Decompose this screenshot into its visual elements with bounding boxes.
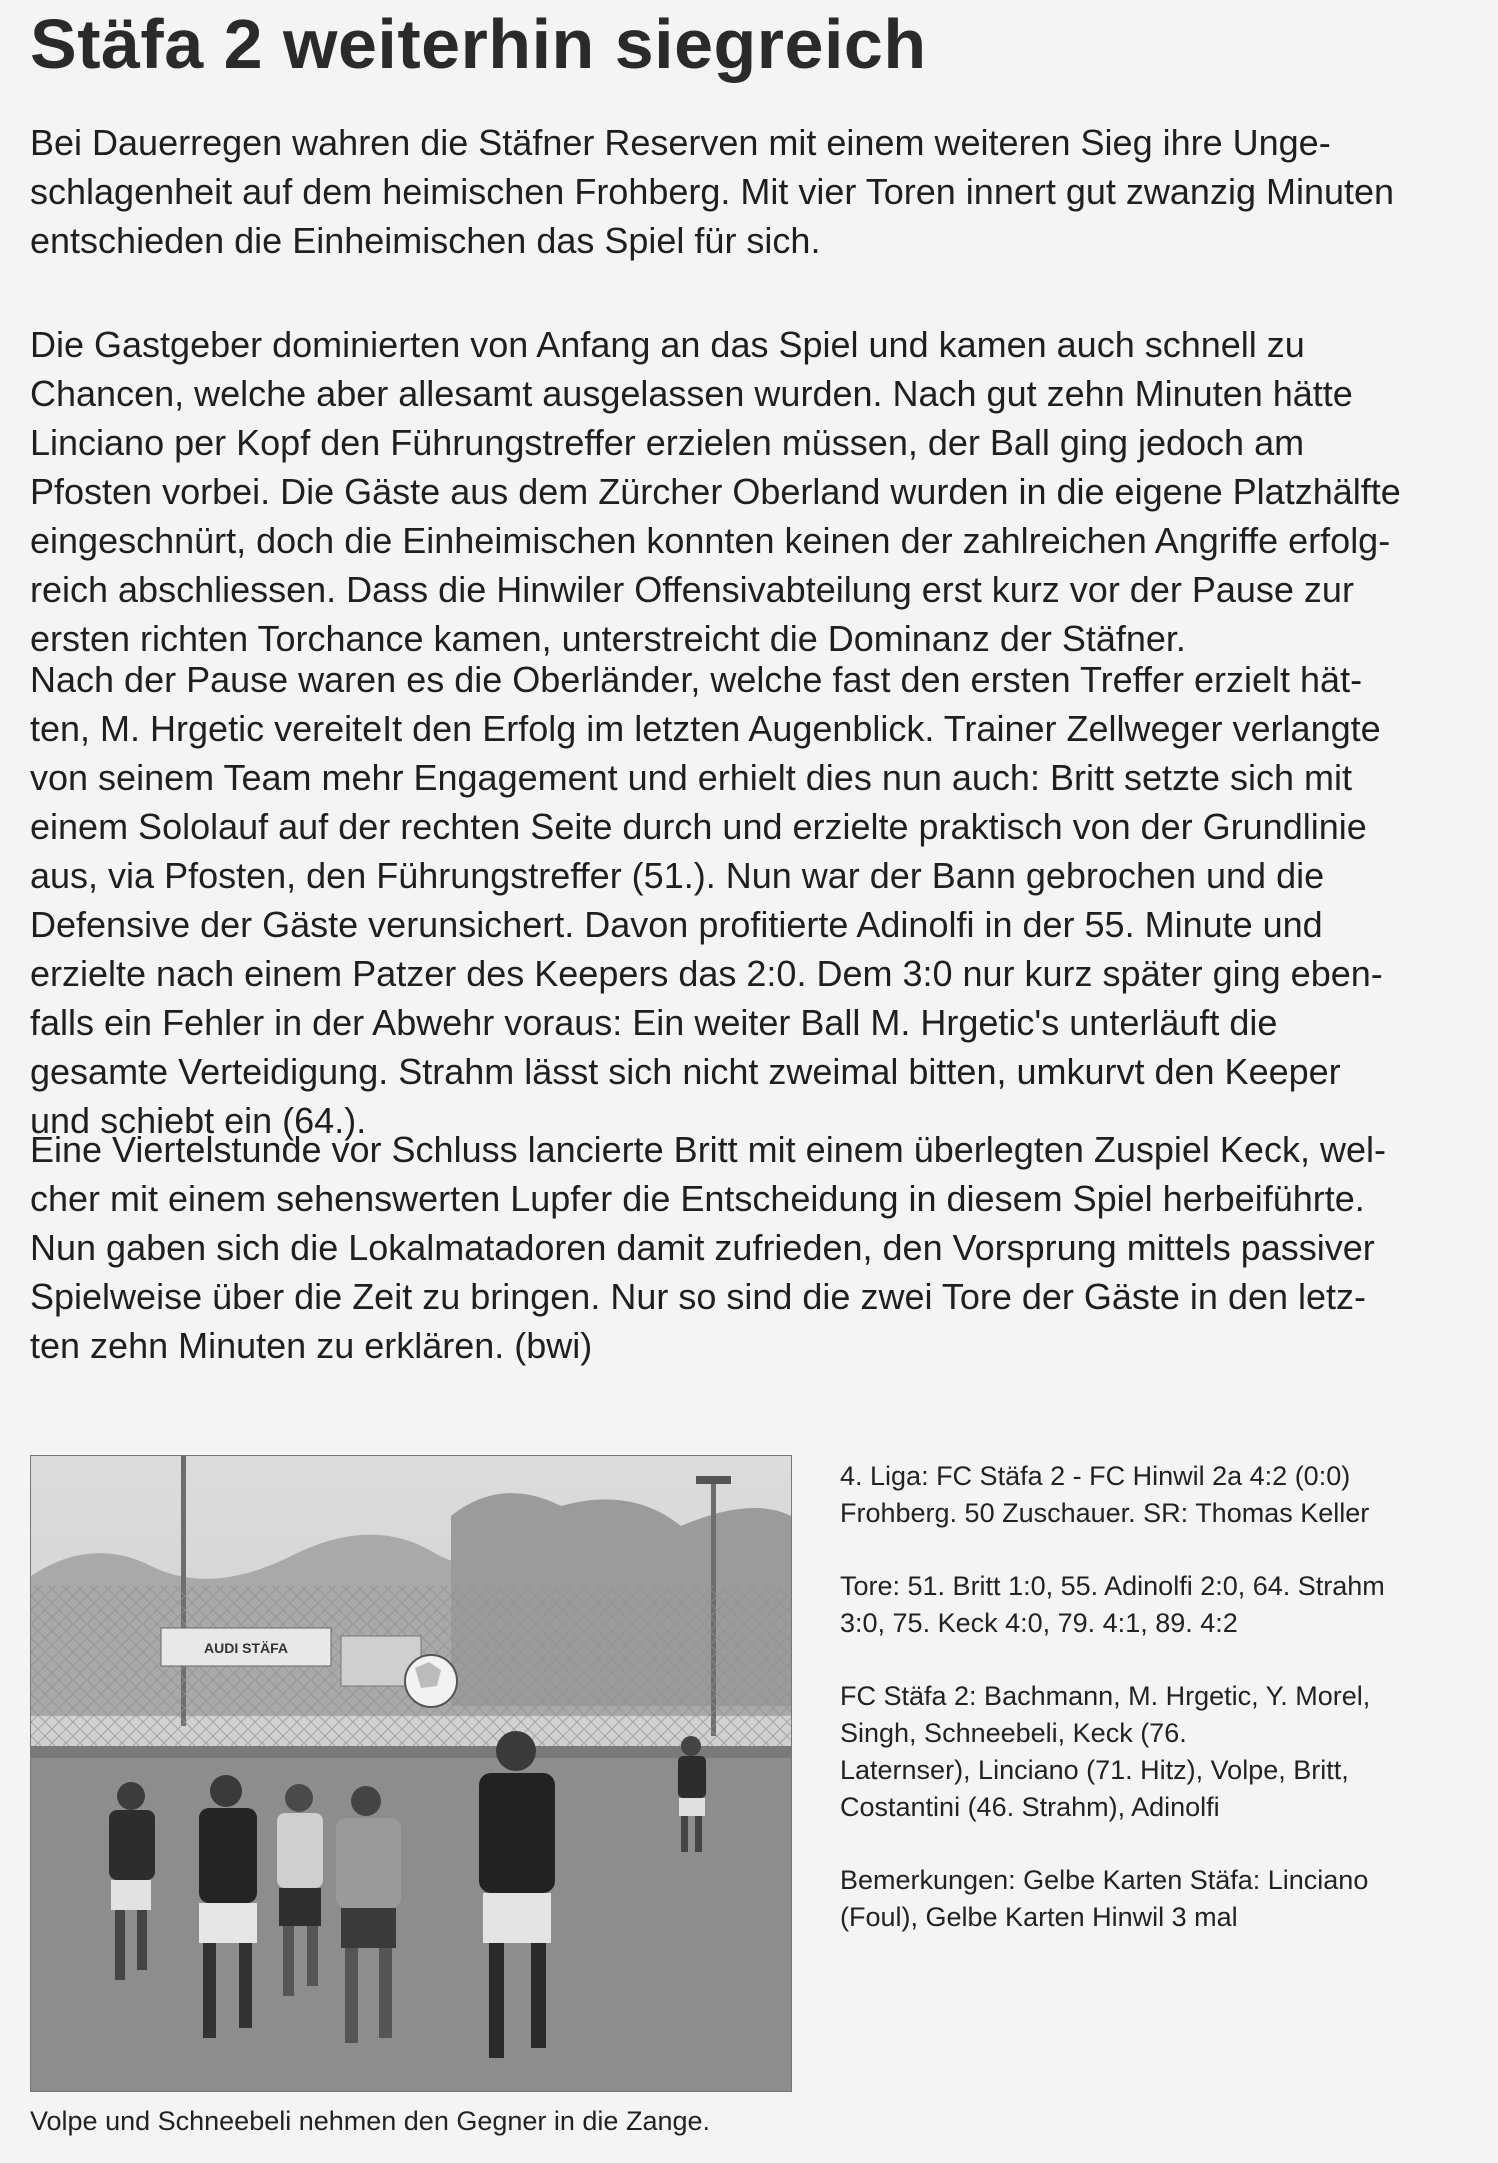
body-line: Die Gastgeber dominierten von Anfang an das Spiel und kamen auch schnell zu	[30, 324, 1305, 365]
body-line: Defensive der Gäste verunsichert. Davon profitierte Adinolfi in der 55. Minute und	[30, 904, 1323, 945]
body-paragraph-3	[30, 1125, 1450, 1370]
lineup-line: FC Stäfa 2: Bachmann, M. Hrgetic, Y. Morel,	[840, 1681, 1371, 1711]
soccer-scene	[31, 1456, 791, 2091]
body-line: Nach der Pause waren es die Oberländer, welche fast den ersten Treffer erzielt hät-	[30, 659, 1363, 700]
body-line: Pfosten vorbei. Die Gäste aus dem Zürcher Oberland wurden in die eigene Platzhälfte	[30, 471, 1401, 512]
photo-caption: Volpe und Schneebeli nehmen den Gegner in die Zange.	[30, 2106, 711, 2136]
body-line: eingeschnürt, doch die Einheimischen konnten keinen der zahlreichen Angriffe erfolg-	[30, 520, 1391, 561]
lineup-line: Laternser), Linciano (71. Hitz), Volpe, Britt,	[840, 1755, 1349, 1785]
body-line: Spielweise über die Zeit zu bringen. Nur so sind die zwei Tore der Gäste in den letz-	[30, 1276, 1367, 1317]
remarks-line: (Foul), Gelbe Karten Hinwil 3 mal	[840, 1902, 1238, 1932]
body-line: ersten richten Torchance kamen, unterstreicht die Dominanz der Stäfner.	[30, 618, 1186, 659]
lineup-block	[840, 1678, 1460, 1826]
body-line: und schiebt ein (64.).	[30, 1100, 367, 1141]
body-paragraph-2	[30, 655, 1450, 1145]
result-line: 4. Liga: FC Stäfa 2 - FC Hinwil 2a 4:2 (0:0)	[840, 1461, 1351, 1491]
body-line: einem Sololauf auf der rechten Seite durch und erzielte praktisch von der Grundlinie	[30, 806, 1367, 847]
body-line: aus, via Pfosten, den Führungstreffer (51.). Nun war der Bann gebrochen und die	[30, 855, 1325, 896]
banner-text: AUDI STÄFA	[204, 1640, 288, 1656]
goals-line: Tore: 51. Britt 1:0, 55. Adinolfi 2:0, 64. Strahm	[840, 1571, 1385, 1601]
body-line: Eine Viertelstunde vor Schluss lancierte Britt mit einem überlegten Zuspiel Keck, wel-	[30, 1129, 1386, 1170]
body-line: von seinem Team mehr Engagement und erhielt dies nun auch: Britt setzte sich mit	[30, 757, 1353, 798]
article-headline: Stäfa 2 weiterhin siegreich	[30, 5, 927, 83]
lead-paragraph	[30, 118, 1450, 265]
body-line: falls ein Fehler in der Abwehr voraus: Ein weiter Ball M. Hrgetic's unterläuft die	[30, 1002, 1278, 1043]
body-line: erzielte nach einem Patzer des Keepers das 2:0. Dem 3:0 nur kurz später ging eben-	[30, 953, 1383, 994]
body-line: reich abschliessen. Dass die Hinwiler Offensivabteilung erst kurz vor der Pause zur	[30, 569, 1354, 610]
lead-line: schlagenheit auf dem heimischen Frohberg. Mit vier Toren innert gut zwanzig Minuten	[30, 171, 1395, 212]
body-line: Linciano per Kopf den Führungstreffer erzielen müssen, der Ball ging jedoch am	[30, 422, 1305, 463]
body-line: gesamte Verteidigung. Strahm lässt sich nicht zweimal bitten, umkurvt den Keeper	[30, 1051, 1341, 1092]
goals-block	[840, 1568, 1460, 1642]
lineup-line: Costantini (46. Strahm), Adinolfi	[840, 1792, 1220, 1822]
body-line: Nun gaben sich die Lokalmatadoren damit zufrieden, den Vorsprung mittels passiver	[30, 1227, 1375, 1268]
lead-line: entschieden die Einheimischen das Spiel für sich.	[30, 220, 821, 261]
lineup-line: Singh, Schneebeli, Keck (76.	[840, 1718, 1187, 1748]
remarks-block	[840, 1862, 1460, 1936]
remarks-line: Bemerkungen: Gelbe Karten Stäfa: Linciano	[840, 1865, 1369, 1895]
lead-line: Bei Dauerregen wahren die Stäfner Reserven mit einem weiteren Sieg ihre Unge-	[30, 122, 1331, 163]
goals-line: 3:0, 75. Keck 4:0, 79. 4:1, 89. 4:2	[840, 1608, 1238, 1638]
match-photo	[30, 1455, 792, 2092]
body-line: ten zehn Minuten zu erklären. (bwi)	[30, 1325, 593, 1366]
venue-line: Frohberg. 50 Zuschauer. SR: Thomas Keller	[840, 1498, 1370, 1528]
body-line: cher mit einem sehenswerten Lupfer die Entscheidung in diesem Spiel herbeiführte.	[30, 1178, 1365, 1219]
body-line: Chancen, welche aber allesamt ausgelassen wurden. Nach gut zehn Minuten hätte	[30, 373, 1353, 414]
body-line: ten, M. Hrgetic vereiteIt den Erfolg im letzten Augenblick. Trainer Zellweger verlangte	[30, 708, 1381, 749]
body-paragraph-1	[30, 320, 1450, 663]
match-result-block	[840, 1458, 1460, 1532]
